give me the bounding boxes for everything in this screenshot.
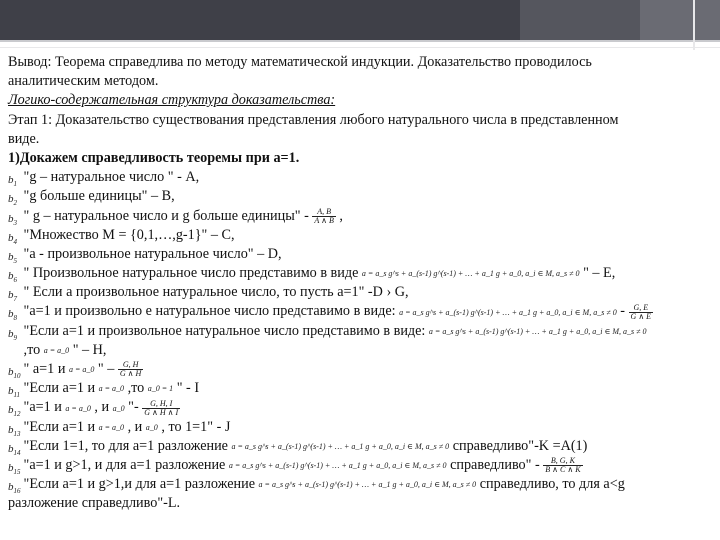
a0-formula: a_0 (112, 403, 125, 413)
step-text: " g – натуральное число и g больше единицы" - (23, 207, 309, 224)
step-tail: справедливо"-K =A(1) (452, 437, 588, 454)
step-b15 (8, 456, 713, 475)
implication-arrow: › (386, 284, 392, 301)
inference-fraction: $\frac{A, B}{A \wedge B}$ (314, 206, 334, 225)
step-label-b1: $b_1$ (8, 174, 17, 189)
inference-fraction: $\frac{G, E}{G \wedge E}$ (630, 302, 652, 321)
step-b11 (8, 379, 713, 398)
step-b3 (8, 207, 713, 226)
step-b6 (8, 264, 713, 283)
step-b4 (8, 226, 713, 245)
step-text: "а=1 и произвольно е натуральное число представимо в виде: (23, 303, 396, 320)
step-text: "Если а=1 и (23, 380, 96, 397)
step-b13 (8, 418, 713, 437)
step-text: "Если 1=1, то для а=1 разложение (23, 437, 228, 454)
step-tail: справедливо" - (450, 456, 540, 473)
step-label-b6: $b_6$ (8, 270, 17, 285)
decomposition-formula: a = a_s g^s + a_(s-1) g^(s-1) + … + a_1 g + a_0, a_i ∈ M, a_s ≠ 0 (258, 480, 477, 490)
step-text: "Если а=1 и (23, 418, 96, 435)
decomposition-short-formula: a = a_0 (98, 384, 125, 394)
step-label-b2: $b_2$ (8, 193, 17, 208)
decomposition-formula: a = a_s g^s + a_(s-1) g^(s-1) + … + a_1 g + a_0, a_i ∈ M, a_s ≠ 0 (399, 307, 617, 317)
step-tail: , (339, 207, 343, 224)
step-b16-continued: разложение справедливо"-L. (8, 495, 181, 512)
stage-1-line-2: виде. (8, 130, 40, 147)
step-text: "a - произвольное натуральное число" – D, (23, 245, 282, 262)
step-b7 (8, 283, 713, 302)
step-mid: , и (94, 399, 110, 416)
step-text: " Произвольное натуральное число представимо в виде (23, 265, 359, 282)
structure-heading: Логико-содержательная структура доказательства: (8, 92, 336, 109)
step-b14 (8, 437, 713, 456)
step-text: "Множество М = {0,1,…,g-1}" – C, (23, 226, 235, 243)
step-text: ,то (23, 341, 41, 358)
inference-fraction: $\frac{B, G, K}{B \wedge C \wedge K}$ (545, 456, 581, 475)
step-text: "а=1 и (23, 399, 62, 416)
decomposition-short-formula: a = a_0 (65, 403, 91, 413)
step-tail: G, (394, 284, 409, 301)
step-label-b3: $b_3$ (8, 212, 17, 227)
step-label-b5: $b_5$ (8, 250, 17, 266)
step-label-b14: $b_{14}$ (8, 442, 21, 457)
step-label-b12: $b_{12}$ (8, 404, 21, 419)
step-text: "g – натуральное число " - A, (23, 169, 200, 186)
slide-header-stripe-right (640, 0, 720, 40)
step-tail: "- (128, 399, 139, 416)
step-b10 (8, 360, 713, 379)
proof-step-heading: 1)Докажем справедливость теоремы при а=1. (8, 149, 300, 166)
step-text: " Если а произвольное натуральное число, то пусть а=1" -D (23, 284, 383, 301)
slide-body (8, 53, 713, 514)
inference-fraction: $\frac{G, H}{G \wedge H}$ (119, 360, 142, 379)
step-b12 (8, 398, 713, 417)
step-tail: - (620, 303, 625, 320)
a0-formula: a_0 (145, 422, 158, 432)
decomposition-short-formula: a = a_0 (98, 422, 125, 432)
step-tail: , то 1=1" - J (161, 418, 231, 435)
decomposition-formula: a = a_s g^s + a_(s-1) g^(s-1) + … + a_1 g + a_0, a_i ∈ M, a_s ≠ 0 (361, 269, 580, 279)
step-text: "а=1 и g>1, и для а=1 разложение (23, 456, 226, 473)
a0-equals-one-formula: a_0 = 1 (147, 384, 174, 394)
inference-fraction: $\frac{G, H, I}{G \wedge H \wedge I}$ (144, 398, 179, 417)
step-label-b10: $b_{10}$ (8, 366, 21, 381)
step-label-b16: $b_{16}$ (8, 481, 21, 496)
decomposition-formula: a = a_s g^s + a_(s-1) g^(s-1) + … + a_1 g + a_0, a_i ∈ M, a_s ≠ 0 (428, 326, 647, 336)
step-label-b7: $b_7$ (8, 289, 17, 304)
decomposition-formula: a = a_s g^s + a_(s-1) g^(s-1) + … + a_1 g + a_0, a_i ∈ M, a_s ≠ 0 (228, 461, 447, 471)
slide-frame-horizontal-line (0, 47, 720, 48)
step-text: "g больше единицы" – B, (23, 188, 175, 205)
conclusion-line-2: аналитическим методом. (8, 73, 159, 90)
step-tail: " - I (176, 380, 200, 397)
step-label-b8: $b_8$ (8, 308, 17, 323)
step-label-b9: $b_9$ (8, 327, 17, 342)
decomposition-short-formula: a = a_0 (43, 346, 70, 356)
conclusion-line-1: Вывод: Теорема справедлива по методу математической индукции. Доказательство проводилось (8, 54, 592, 70)
step-text: "Если а=1 и g>1,и для а=1 разложение (23, 476, 255, 493)
step-b8 (8, 302, 713, 321)
decomposition-formula: a = a_s g^s + a_(s-1) g^(s-1) + … + a_1 g + a_0, a_i ∈ M, a_s ≠ 0 (231, 441, 450, 451)
step-text: " а=1 и (23, 361, 66, 377)
step-b2 (8, 187, 713, 206)
step-tail: " – E, (583, 265, 616, 282)
slide-header-divider (0, 40, 720, 42)
step-tail: " – H, (72, 341, 107, 358)
step-b1 (8, 168, 713, 187)
step-tail: " – (97, 361, 115, 377)
step-tail: справедливо, то для a<g (479, 476, 625, 493)
slide-frame-vertical-line (693, 0, 695, 50)
step-b9-continued (8, 341, 713, 360)
step-label-b15: $b_{15}$ (8, 461, 21, 477)
step-b5 (8, 245, 713, 264)
step-b9 (8, 322, 713, 341)
step-b16 (8, 475, 713, 494)
step-label-b13: $b_{13}$ (8, 423, 21, 438)
step-label-b11: $b_{11}$ (8, 385, 20, 400)
step-text: "Если а=1 и произвольное натуральное число представимо в виде: (23, 322, 426, 339)
decomposition-short-formula: a = a_0 (68, 365, 95, 375)
step-mid: ,то (127, 380, 145, 397)
stage-1-line-1: Этап 1: Доказательство существования представления любого натурального числа в представленном (8, 111, 619, 128)
step-label-b4: $b_4$ (8, 231, 17, 246)
step-mid: , и (127, 418, 143, 435)
